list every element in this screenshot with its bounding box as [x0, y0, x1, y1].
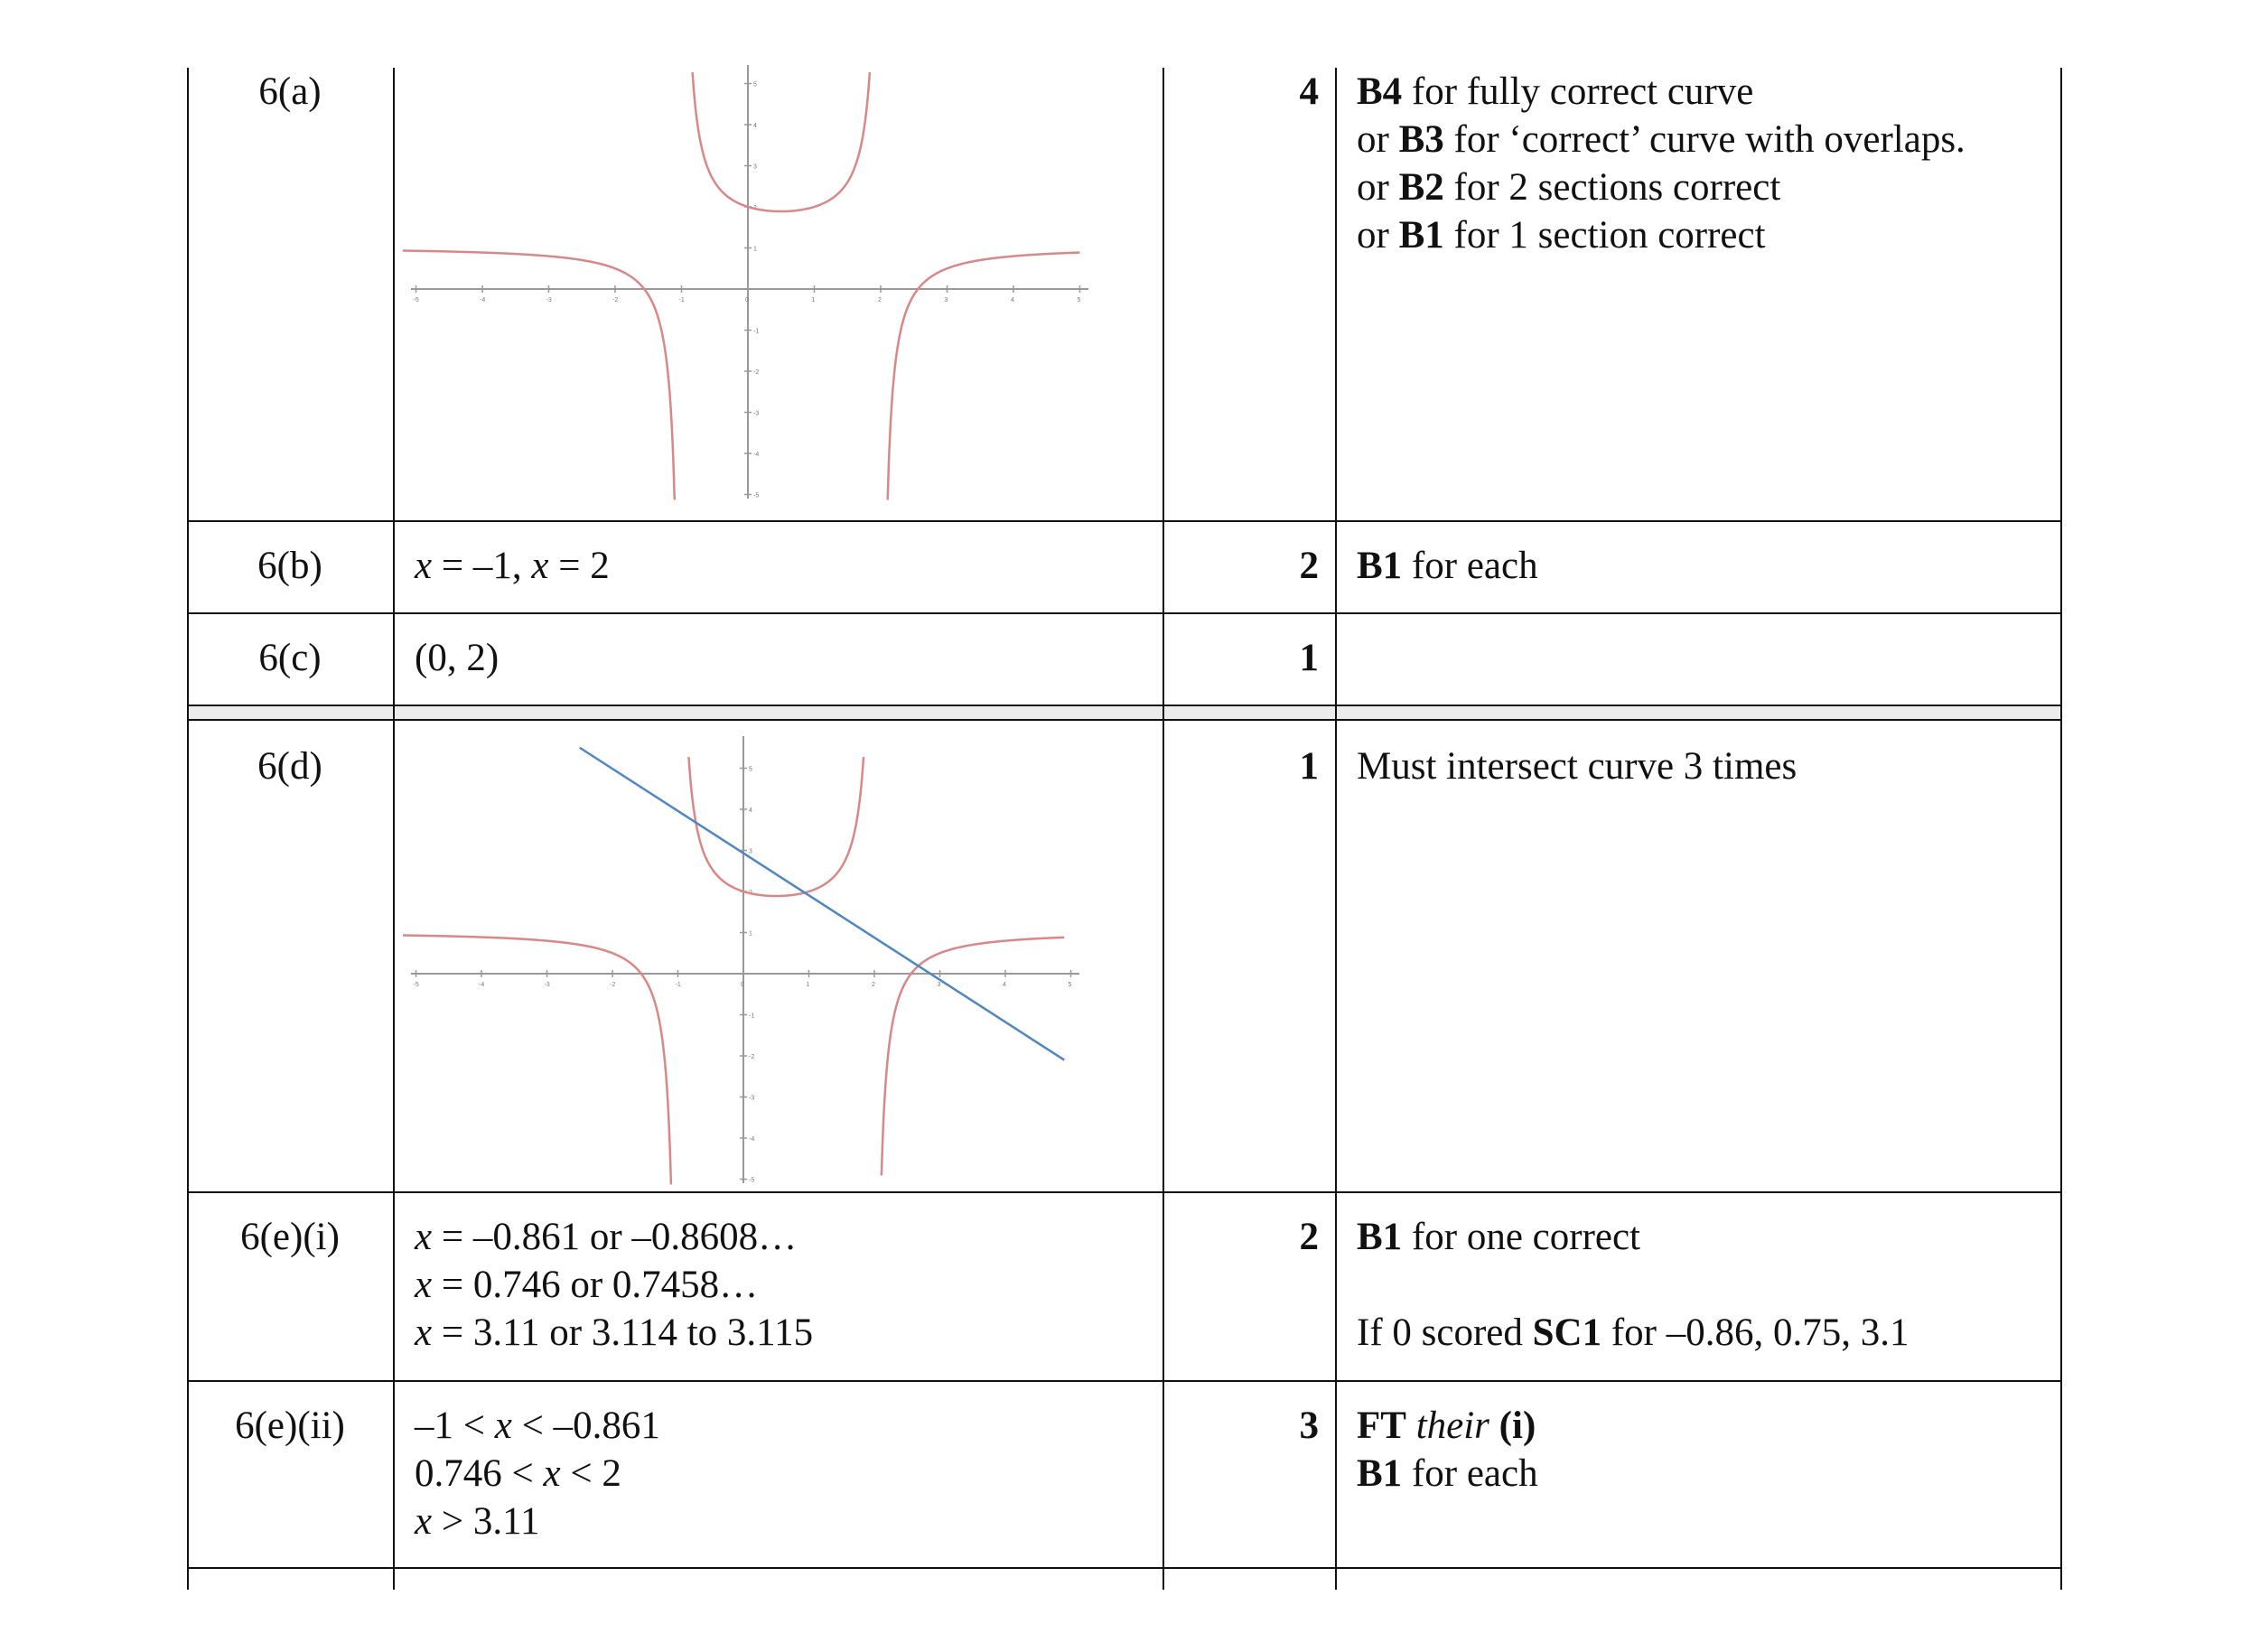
curve-branch — [693, 72, 870, 211]
guidance-line: or B1 for 1 section correct — [1357, 214, 1766, 257]
question-label: 6(e)(i) — [240, 1216, 340, 1258]
guidance-line: or B3 for ‘correct’ curve with overlaps. — [1357, 118, 1966, 161]
marks-value: 1 — [1299, 637, 1319, 679]
x-tick-label: 2 — [878, 297, 882, 303]
guidance-text: B1 for each — [1357, 545, 1538, 587]
row-rule — [187, 520, 2061, 522]
guidance-text: Must intersect curve 3 times — [1357, 745, 1797, 788]
row-rule — [187, 612, 2061, 614]
x-tick-label: -5 — [413, 982, 419, 988]
x-tick-label: 3 — [937, 982, 941, 988]
y-tick-label: -5 — [749, 1177, 755, 1184]
guidance-text — [1357, 1213, 1909, 1357]
y-tick-label: 2 — [753, 205, 757, 211]
curve-branch — [403, 251, 675, 500]
question-label: 6(b) — [257, 545, 322, 587]
column-rule — [393, 68, 395, 1590]
question-label: 6(c) — [258, 637, 322, 679]
row-rule — [187, 1567, 2061, 1569]
section-band — [187, 705, 2061, 719]
y-tick-label: 4 — [749, 807, 752, 814]
x-tick-label: 5 — [1068, 982, 1072, 988]
x-tick-label: 1 — [806, 982, 810, 988]
x-tick-label: -2 — [610, 982, 616, 988]
column-rule — [2060, 68, 2062, 1590]
guidance-line: or B2 for 2 sections correct — [1357, 166, 1781, 209]
y-tick-label: 1 — [753, 246, 757, 253]
guidance-line: B1 for one correct — [1357, 1216, 1641, 1258]
y-tick-label: -1 — [753, 328, 760, 335]
answer-text: (0, 2) — [415, 637, 500, 679]
x-tick-label: 0 — [745, 297, 749, 303]
x-tick-label: -5 — [413, 297, 419, 303]
answer-text: x = –1, x = 2 — [415, 545, 610, 587]
row-rule — [187, 1191, 2061, 1193]
column-rule — [1335, 68, 1337, 1590]
curve-sketch-graph — [411, 65, 1088, 499]
x-tick-label: 1 — [811, 297, 816, 303]
answer-line: –1 < x < –0.861 — [415, 1405, 660, 1447]
x-tick-label: -4 — [479, 982, 485, 988]
y-tick-label: 3 — [753, 163, 757, 171]
x-tick-label: -1 — [675, 982, 681, 988]
guidance-text — [1357, 68, 1966, 259]
marks-value: 1 — [1299, 745, 1319, 788]
y-tick-label: 2 — [749, 890, 752, 896]
x-tick-label: -2 — [612, 297, 619, 303]
column-rule — [187, 68, 189, 1590]
answer-line: x = –0.861 or –0.8608… — [415, 1216, 798, 1258]
y-tick-label: -3 — [753, 410, 760, 417]
x-tick-label: 2 — [872, 982, 875, 988]
y-tick-label: -5 — [753, 492, 760, 499]
x-tick-label: -3 — [546, 297, 552, 303]
y-tick-label: -3 — [749, 1095, 755, 1102]
curve-with-line-graph — [411, 736, 1079, 1183]
marks-value: 4 — [1299, 70, 1319, 113]
y-tick-label: 1 — [749, 930, 752, 938]
curve-branch — [403, 936, 671, 1185]
x-tick-label: -1 — [678, 297, 685, 303]
y-tick-label: -2 — [749, 1054, 755, 1060]
x-tick-label: 4 — [1011, 297, 1014, 303]
marks-value: 2 — [1299, 545, 1319, 587]
guidance-line: FT their (i) — [1357, 1405, 1536, 1447]
marks-value: 2 — [1299, 1216, 1319, 1258]
question-label: 6(e)(ii) — [235, 1405, 345, 1447]
answer-text — [415, 1402, 660, 1545]
question-label: 6(d) — [257, 745, 322, 788]
x-tick-label: 5 — [1077, 297, 1081, 303]
x-tick-label: 3 — [944, 297, 948, 303]
y-tick-label: 4 — [753, 123, 757, 129]
guidance-text — [1357, 1402, 1538, 1498]
y-tick-label: -4 — [749, 1136, 755, 1143]
column-rule — [1163, 68, 1164, 1590]
y-tick-label: -2 — [753, 369, 760, 376]
x-tick-label: -4 — [480, 297, 486, 303]
guidance-line: B1 for each — [1357, 1452, 1538, 1495]
intersecting-line — [580, 748, 1065, 1060]
answer-line: 0.746 < x < 2 — [415, 1452, 621, 1495]
x-tick-label: 0 — [741, 982, 744, 988]
guidance-line: B4 for fully correct curve — [1357, 70, 1754, 113]
row-rule — [187, 719, 2061, 721]
answer-text — [415, 1213, 813, 1357]
x-tick-label: -3 — [544, 982, 550, 988]
row-rule — [187, 1380, 2061, 1382]
answer-line: x = 3.11 or 3.114 to 3.115 — [415, 1311, 814, 1354]
question-label: 6(a) — [258, 70, 322, 113]
y-tick-label: 3 — [749, 848, 752, 855]
row-rule — [187, 705, 2061, 706]
answer-line: x > 3.11 — [415, 1500, 540, 1543]
y-tick-label: -1 — [749, 1013, 755, 1020]
y-tick-label: 5 — [749, 766, 752, 773]
y-tick-label: -4 — [753, 452, 760, 458]
x-tick-label: 4 — [1003, 982, 1006, 988]
guidance-line: If 0 scored SC1 for –0.86, 0.75, 3.1 — [1357, 1311, 1910, 1354]
y-tick-label: 5 — [753, 81, 757, 89]
guidance-line — [1357, 1261, 1909, 1309]
answer-line: x = 0.746 or 0.7458… — [415, 1264, 759, 1306]
marks-value: 3 — [1299, 1405, 1319, 1447]
